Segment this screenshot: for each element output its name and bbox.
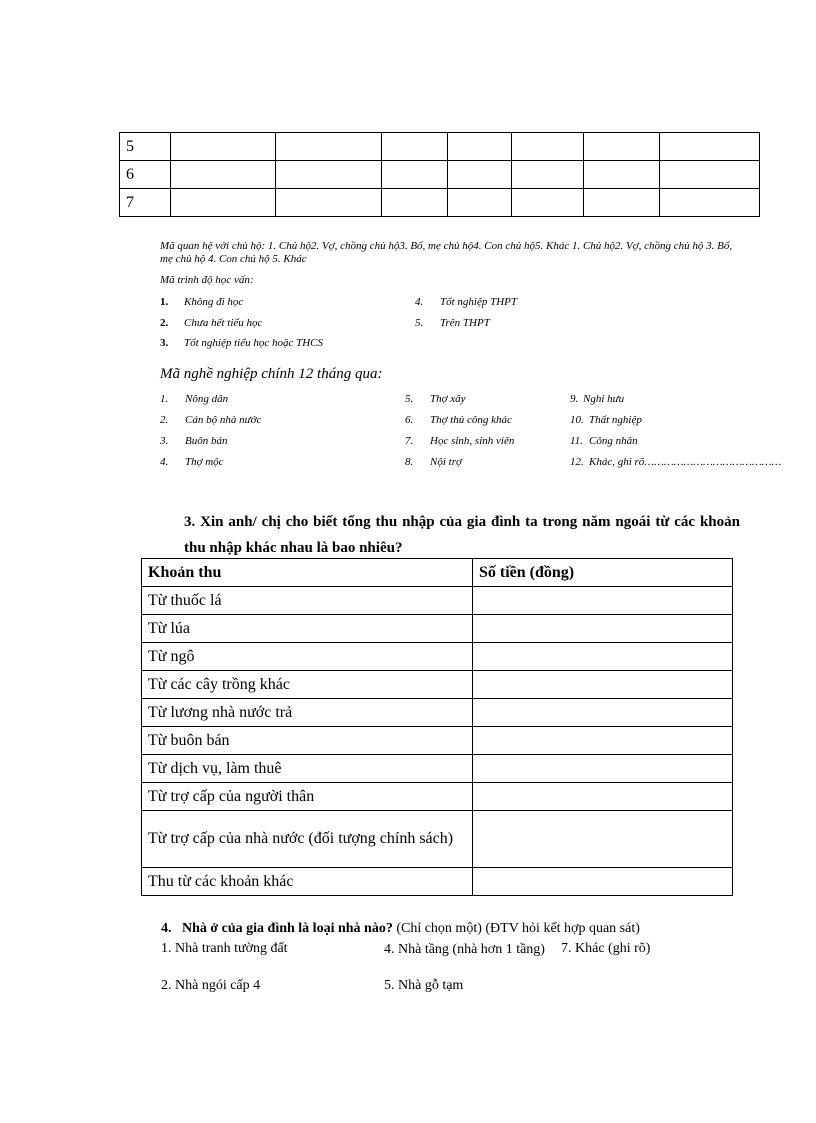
occupation-item-num: 4. [160,456,169,468]
household-members-table [119,132,760,217]
occupation-item-num: 12. [570,456,584,468]
question-4-line [161,921,739,937]
income-source-label: Từ lúa [142,615,473,643]
occupation-item-label: Nội trợ [430,456,462,468]
question-4-text: Nhà ở của gia đình là loại nhà nào? [182,921,393,936]
occupation-item-label: Thợ thủ công khác [430,414,512,426]
question-3-text: 3. Xin anh/ chị cho biết tổng thu nhập của gia đình ta trong năm ngoái từ các khoản thu nhập khác nhau là bao nhiêu? [184,514,740,556]
income-source-label: Từ thuốc lá [142,587,473,615]
occupation-item-label: Buôn bán [185,435,228,447]
table-cell[interactable] [512,133,584,161]
occupation-item-num: 10. [570,414,584,426]
income-amount-cell[interactable] [473,783,733,811]
education-item-num: 4. [415,296,424,308]
education-item: 3. [160,337,169,349]
row-number: 5 [120,133,171,161]
table-cell[interactable] [512,189,584,217]
table-row [142,615,733,643]
income-amount-cell[interactable] [473,671,733,699]
income-table [141,558,733,896]
occupation-item-label: Khác, ghi rõ…………………………………… [589,456,782,468]
occupation-item-label: Nghỉ hưu [583,393,625,405]
occupation-item-num: 1. [160,393,169,405]
row-number: 7 [120,189,171,217]
table-row [120,189,760,217]
question-4-option[interactable]: 5. Nhà gỗ tạm [384,978,464,993]
education-item-num: 5. [415,317,424,329]
occupation-item-num: 8. [405,456,414,468]
education-item: 2. [160,317,169,329]
table-row [142,727,733,755]
table-cell[interactable] [276,133,382,161]
table-cell[interactable] [584,189,660,217]
table-row [120,161,760,189]
table-cell[interactable] [382,189,448,217]
income-source-label: Từ trợ cấp của nhà nước (đối tượng chính sách) [142,811,473,868]
table-cell[interactable] [660,133,760,161]
education-item-label: Tốt nghiệp tiểu học hoặc THCS [184,337,324,349]
table-row [142,868,733,896]
income-amount-cell[interactable] [473,699,733,727]
table-cell[interactable] [382,133,448,161]
occupation-item-label: Nông dân [185,393,229,405]
question-4-option[interactable]: 7. Khác (ghi rõ) [561,941,651,956]
table-row [142,587,733,615]
occupation-item-num: 3. [160,435,169,447]
occupation-item-num: 6. [405,414,414,426]
table-header-row [142,559,733,587]
occupation-item-num: 2. [160,414,169,426]
education-item-label: Trên THPT [440,317,490,329]
income-source-label: Từ trợ cấp của người thân [142,783,473,811]
question-4-hint: (Chỉ chọn một) (ĐTV hỏi kết hợp quan sát) [392,921,640,936]
occupation-item-label: Thợ xây [430,393,466,405]
question-4-option[interactable]: 1. Nhà tranh tường đất [161,941,288,956]
table-cell[interactable] [171,161,276,189]
table-cell[interactable] [171,133,276,161]
income-amount-cell[interactable] [473,868,733,896]
occupation-item-num: 9. [570,393,579,405]
relationship-code-note: Mã quan hệ với chủ hộ: 1. Chủ hộ2. Vợ, chồng chủ hộ3. Bố, mẹ chủ hộ4. Con chủ hộ5. Khác 1. Chủ hộ2. Vợ, chồng chủ hộ 3. Bố, mẹ chủ hộ 4. Con chủ hộ 5. Khác [160,240,733,265]
income-source-label: Thu từ các khoản khác [142,868,473,896]
table-cell[interactable] [276,161,382,189]
occupation-code-title: Mã nghề nghiệp chính 12 tháng qua: [160,366,383,382]
table-cell[interactable] [660,189,760,217]
income-amount-cell[interactable] [473,727,733,755]
income-amount-cell[interactable] [473,643,733,671]
occupation-item-label: Thợ mộc [185,456,224,468]
table-row [142,783,733,811]
table-cell[interactable] [276,189,382,217]
occupation-item-num: 11. [570,435,583,447]
occupation-item-label: Học sinh, sinh viên [430,435,515,447]
table-cell[interactable] [660,161,760,189]
table-cell[interactable] [584,133,660,161]
table-row [142,643,733,671]
question-4-option[interactable]: 4. Nhà tầng (nhà hơn 1 tầng) [384,942,545,957]
column-header-amount: Số tiền (đồng) [473,559,733,587]
table-cell[interactable] [584,161,660,189]
education-item: 1. [160,296,169,308]
row-number: 6 [120,161,171,189]
income-source-label: Từ ngô [142,643,473,671]
income-source-label: Từ buôn bán [142,727,473,755]
income-source-label: Từ lương nhà nước trả [142,699,473,727]
table-row [142,671,733,699]
income-amount-cell[interactable] [473,615,733,643]
column-header-source: Khoản thu [142,559,473,587]
education-item-label: Không đi học [184,296,244,308]
occupation-item-num: 5. [405,393,414,405]
table-row [142,699,733,727]
occupation-item-num: 7. [405,435,414,447]
table-cell[interactable] [448,189,512,217]
income-amount-cell[interactable] [473,755,733,783]
question-4-number: 4. [161,921,172,936]
occupation-item-label: Thất nghiệp [589,414,642,426]
table-cell[interactable] [382,161,448,189]
table-cell[interactable] [448,133,512,161]
table-row [120,133,760,161]
occupation-item-label: Cán bộ nhà nước [185,414,262,426]
education-item-label: Chưa hết tiểu học [184,317,263,329]
table-row [142,755,733,783]
table-row [142,811,733,868]
education-item-label: Tốt nghiệp THPT [440,296,518,308]
table-cell[interactable] [512,161,584,189]
income-source-label: Từ dịch vụ, làm thuê [142,755,473,783]
table-cell[interactable] [448,161,512,189]
education-code-title: Mã trình độ học vấn: [160,274,254,286]
question-4-option[interactable]: 2. Nhà ngói cấp 4 [161,978,261,993]
income-amount-cell[interactable] [473,811,733,868]
occupation-item-label: Công nhân [589,435,638,447]
income-source-label: Từ các cây trồng khác [142,671,473,699]
income-amount-cell[interactable] [473,587,733,615]
table-cell[interactable] [171,189,276,217]
